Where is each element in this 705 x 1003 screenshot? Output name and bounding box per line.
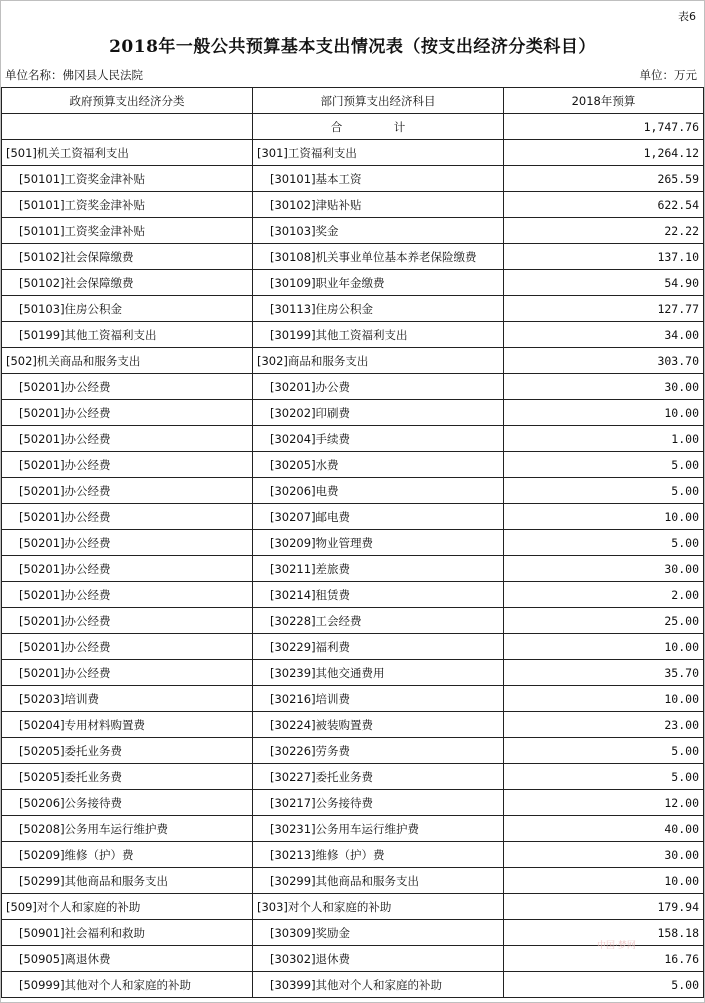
- budget-amount-cell: 137.10: [504, 244, 704, 270]
- gov-classification-cell: [50901]社会福利和救助: [2, 920, 253, 946]
- total-label: 合 计: [253, 114, 504, 140]
- table-row: [2, 374, 704, 400]
- table-row: [2, 218, 704, 244]
- table-row: [2, 166, 704, 192]
- dept-subject-cell: [30213]维修（护）费: [253, 842, 504, 868]
- gov-classification-cell: [50205]委托业务费: [2, 764, 253, 790]
- budget-amount-cell: 35.70: [504, 660, 704, 686]
- table-row: [2, 660, 704, 686]
- dept-subject-cell: [30229]福利费: [253, 634, 504, 660]
- dept-subject-cell: [30206]电费: [253, 478, 504, 504]
- dept-subject-cell: [30214]租赁费: [253, 582, 504, 608]
- gov-classification-cell: [50201]办公经费: [2, 426, 253, 452]
- dept-subject-cell: [30231]公务用车运行维护费: [253, 816, 504, 842]
- table-row: [2, 556, 704, 582]
- table-row: [2, 712, 704, 738]
- budget-amount-cell: 10.00: [504, 400, 704, 426]
- dept-subject-cell: [30211]差旅费: [253, 556, 504, 582]
- dept-subject-cell: [30113]住房公积金: [253, 296, 504, 322]
- budget-amount-cell: 16.76: [504, 946, 704, 972]
- gov-classification-cell: [50201]办公经费: [2, 374, 253, 400]
- gov-classification-cell: [50204]专用材料购置费: [2, 712, 253, 738]
- dept-subject-cell: [30103]奖金: [253, 218, 504, 244]
- budget-table: [1, 87, 704, 998]
- gov-classification-cell: [50999]其他对个人和家庭的补助: [2, 972, 253, 998]
- gov-classification-cell: [50201]办公经费: [2, 634, 253, 660]
- gov-classification-cell: [509]对个人和家庭的补助: [2, 894, 253, 920]
- table-header-row: [2, 88, 704, 114]
- budget-amount-cell: 265.59: [504, 166, 704, 192]
- budget-amount-cell: 1,264.12: [504, 140, 704, 166]
- watermark-logo: 中国·梦网: [597, 941, 636, 951]
- table-row: [2, 270, 704, 296]
- budget-amount-cell: 54.90: [504, 270, 704, 296]
- budget-amount-cell: 5.00: [504, 530, 704, 556]
- gov-classification-cell: [50201]办公经费: [2, 582, 253, 608]
- dept-subject-cell: [30309]奖励金: [253, 920, 504, 946]
- dept-subject-cell: [30202]印刷费: [253, 400, 504, 426]
- gov-classification-cell: [50102]社会保障缴费: [2, 244, 253, 270]
- budget-amount-cell: 5.00: [504, 478, 704, 504]
- dept-subject-cell: [30216]培训费: [253, 686, 504, 712]
- gov-classification-cell: [50201]办公经费: [2, 660, 253, 686]
- gov-classification-cell: [50101]工资奖金津补贴: [2, 192, 253, 218]
- dept-subject-cell: [301]工资福利支出: [253, 140, 504, 166]
- budget-amount-cell: 10.00: [504, 504, 704, 530]
- budget-amount-cell: 158.18: [504, 920, 704, 946]
- gov-classification-cell: [50201]办公经费: [2, 478, 253, 504]
- budget-amount-cell: 10.00: [504, 868, 704, 894]
- dept-subject-cell: [30102]津贴补贴: [253, 192, 504, 218]
- table-row: [2, 530, 704, 556]
- budget-amount-cell: 23.00: [504, 712, 704, 738]
- dept-subject-cell: [30227]委托业务费: [253, 764, 504, 790]
- gov-classification-cell: [50201]办公经费: [2, 608, 253, 634]
- table-row: [2, 504, 704, 530]
- gov-classification-cell: [50101]工资奖金津补贴: [2, 166, 253, 192]
- budget-amount-cell: 5.00: [504, 452, 704, 478]
- gov-classification-cell: [50199]其他工资福利支出: [2, 322, 253, 348]
- dept-subject-cell: [30201]办公费: [253, 374, 504, 400]
- gov-classification-cell: [50201]办公经费: [2, 504, 253, 530]
- budget-amount-cell: 34.00: [504, 322, 704, 348]
- budget-amount-cell: 30.00: [504, 374, 704, 400]
- budget-amount-cell: 10.00: [504, 686, 704, 712]
- budget-amount-cell: 22.22: [504, 218, 704, 244]
- gov-classification-cell: [50208]公务用车运行维护费: [2, 816, 253, 842]
- gov-classification-cell: [50201]办公经费: [2, 530, 253, 556]
- gov-classification-cell: [50103]住房公积金: [2, 296, 253, 322]
- gov-classification-cell: [50201]办公经费: [2, 556, 253, 582]
- dept-subject-cell: [30226]劳务费: [253, 738, 504, 764]
- table-row: [2, 348, 704, 374]
- budget-amount-cell: 622.54: [504, 192, 704, 218]
- dept-subject-cell: [30228]工会经费: [253, 608, 504, 634]
- table-row: [2, 322, 704, 348]
- gov-classification-cell: [50203]培训费: [2, 686, 253, 712]
- dept-subject-cell: [30399]其他对个人和家庭的补助: [253, 972, 504, 998]
- form-number: 表6: [678, 10, 696, 23]
- gov-classification-cell: [50905]离退休费: [2, 946, 253, 972]
- table-row: [2, 894, 704, 920]
- budget-amount-cell: 303.70: [504, 348, 704, 374]
- currency-unit: 单位：万元: [639, 68, 697, 82]
- table-row: [2, 634, 704, 660]
- budget-amount-cell: 1.00: [504, 426, 704, 452]
- dept-subject-cell: [30101]基本工资: [253, 166, 504, 192]
- table-row: [2, 452, 704, 478]
- budget-amount-cell: 5.00: [504, 738, 704, 764]
- dept-subject-cell: [30199]其他工资福利支出: [253, 322, 504, 348]
- table-row: [2, 738, 704, 764]
- dept-subject-cell: [30108]机关事业单位基本养老保险缴费: [253, 244, 504, 270]
- dept-subject-cell: [30204]手续费: [253, 426, 504, 452]
- budget-amount-cell: 127.77: [504, 296, 704, 322]
- table-row: [2, 400, 704, 426]
- total-row: [2, 114, 704, 140]
- budget-amount-cell: 30.00: [504, 842, 704, 868]
- table-row: [2, 192, 704, 218]
- gov-classification-cell: [50209]维修（护）费: [2, 842, 253, 868]
- gov-classification-cell: [50206]公务接待费: [2, 790, 253, 816]
- table-row: [2, 842, 704, 868]
- unit-name: 单位名称：佛冈县人民法院: [5, 68, 143, 82]
- table-row: [2, 972, 704, 998]
- table-row: [2, 868, 704, 894]
- dept-subject-cell: [30205]水费: [253, 452, 504, 478]
- dept-subject-cell: [30207]邮电费: [253, 504, 504, 530]
- table-row: [2, 790, 704, 816]
- gov-classification-cell: [50102]社会保障缴费: [2, 270, 253, 296]
- table-row: [2, 426, 704, 452]
- budget-amount-cell: 30.00: [504, 556, 704, 582]
- gov-classification-cell: [502]机关商品和服务支出: [2, 348, 253, 374]
- gov-classification-cell: [50101]工资奖金津补贴: [2, 218, 253, 244]
- dept-subject-cell: [30109]职业年金缴费: [253, 270, 504, 296]
- budget-amount-cell: 40.00: [504, 816, 704, 842]
- header-dept-subject: 部门预算支出经济科目: [253, 88, 504, 114]
- dept-subject-cell: [30209]物业管理费: [253, 530, 504, 556]
- page-title: 2018年一般公共预算基本支出情况表（按支出经济分类科目）: [109, 37, 596, 57]
- table-row: [2, 244, 704, 270]
- table-row: [2, 582, 704, 608]
- table-row: [2, 764, 704, 790]
- budget-amount-cell: 10.00: [504, 634, 704, 660]
- budget-amount-cell: 12.00: [504, 790, 704, 816]
- dept-subject-cell: [30224]被装购置费: [253, 712, 504, 738]
- table-row: [2, 686, 704, 712]
- gov-classification-cell: [50201]办公经费: [2, 452, 253, 478]
- table-row: [2, 140, 704, 166]
- header-budget-2018: 2018年预算: [504, 88, 704, 114]
- budget-amount-cell: 25.00: [504, 608, 704, 634]
- budget-amount-cell: 5.00: [504, 972, 704, 998]
- total-amount: 1,747.76: [504, 114, 704, 140]
- table-row: [2, 816, 704, 842]
- table-row: [2, 478, 704, 504]
- table-row: [2, 608, 704, 634]
- dept-subject-cell: [30239]其他交通费用: [253, 660, 504, 686]
- gov-classification-cell: [50205]委托业务费: [2, 738, 253, 764]
- dept-subject-cell: [302]商品和服务支出: [253, 348, 504, 374]
- table-row: [2, 296, 704, 322]
- dept-subject-cell: [30302]退休费: [253, 946, 504, 972]
- total-gov-cell: [2, 114, 253, 140]
- dept-subject-cell: [30299]其他商品和服务支出: [253, 868, 504, 894]
- gov-classification-cell: [501]机关工资福利支出: [2, 140, 253, 166]
- gov-classification-cell: [50201]办公经费: [2, 400, 253, 426]
- gov-classification-cell: [50299]其他商品和服务支出: [2, 868, 253, 894]
- header-gov-classification: 政府预算支出经济分类: [2, 88, 253, 114]
- budget-amount-cell: 2.00: [504, 582, 704, 608]
- dept-subject-cell: [30217]公务接待费: [253, 790, 504, 816]
- budget-amount-cell: 5.00: [504, 764, 704, 790]
- budget-amount-cell: 179.94: [504, 894, 704, 920]
- dept-subject-cell: [303]对个人和家庭的补助: [253, 894, 504, 920]
